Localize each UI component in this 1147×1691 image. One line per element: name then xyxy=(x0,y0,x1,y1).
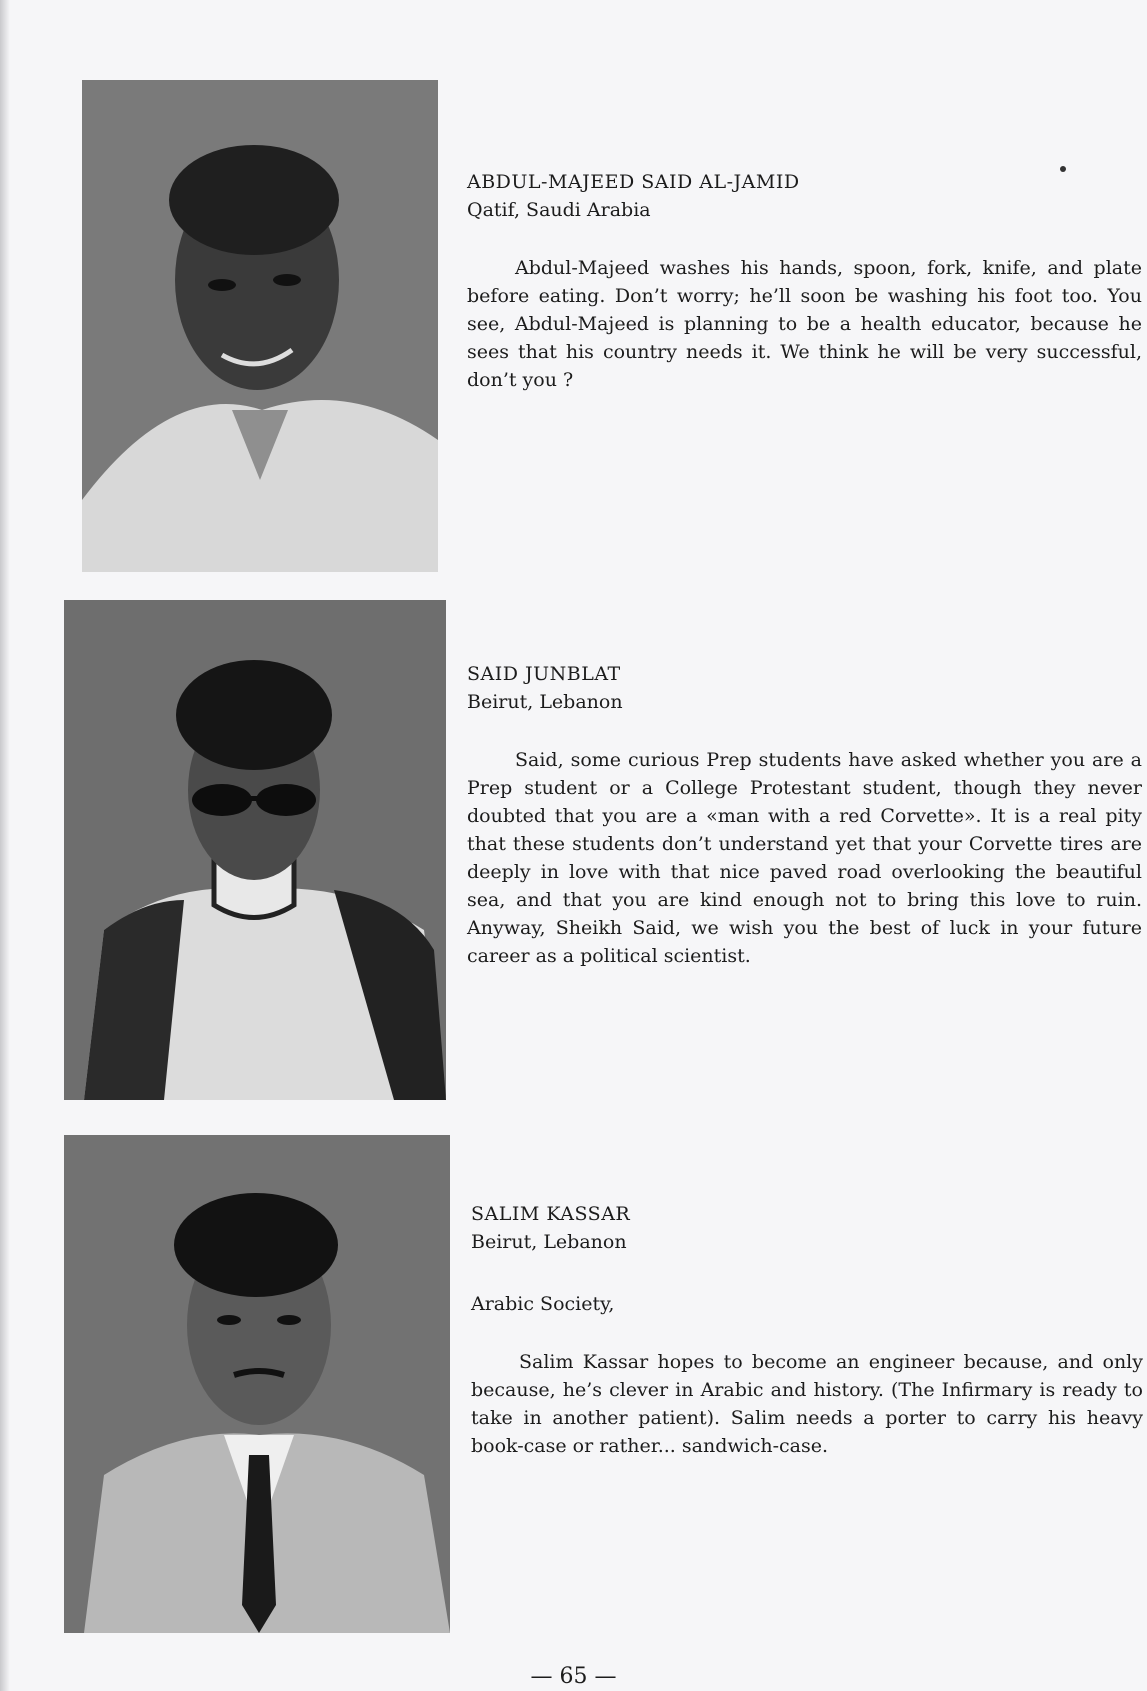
student-name: SAID JUNBLAT xyxy=(467,663,621,685)
student-hometown: Qatif, Saudi Arabia xyxy=(467,199,651,221)
student-description: Said, some curious Prep students have asked whether you are a Prep student or a College Protestant student, though they never doubted that you are a «man with a red Corvette». It is a real pity that these students don’t understand yet that your Corvette tires are deeply in love with that nice paved road overlooking the beautiful sea, and that you are kind enough not to bring this love to ruin. Anyway, Sheikh Said, we wish you the best of luck in your future career as a political scientist. xyxy=(467,749,1142,967)
student-entry-3 xyxy=(471,1200,1143,1460)
student-description: Salim Kassar hopes to become an engineer because, and only because, he’s clever in Arabic and history. (The Infirmary is ready to take in another patient). Salim needs a porter to carry his heavy book-case or rather... sandwich-case. xyxy=(471,1351,1143,1457)
student-name: ABDUL-MAJEED SAID AL-JAMID xyxy=(467,171,800,193)
student-activities: Arabic Society, xyxy=(471,1293,615,1315)
page-number: — 65 — xyxy=(530,1664,617,1689)
student-entry-1 xyxy=(467,168,1142,394)
student-hometown: Beirut, Lebanon xyxy=(467,691,623,713)
portrait-photo-2 xyxy=(64,600,446,1100)
student-description: Abdul-Majeed washes his hands, spoon, fork, knife, and plate before eating. Don’t worry; he’ll soon be washing his foot too. You see, Abdul-Majeed is planning to be a health educator, because he sees that his country needs it. We think he will be very successful, don’t you ? xyxy=(467,257,1142,391)
portrait-photo-1 xyxy=(82,80,438,572)
page-edge xyxy=(0,0,10,1691)
portrait-photo-3 xyxy=(64,1135,450,1633)
student-hometown: Beirut, Lebanon xyxy=(471,1231,627,1253)
student-entry-2 xyxy=(467,660,1142,970)
student-name: SALIM KASSAR xyxy=(471,1203,631,1225)
